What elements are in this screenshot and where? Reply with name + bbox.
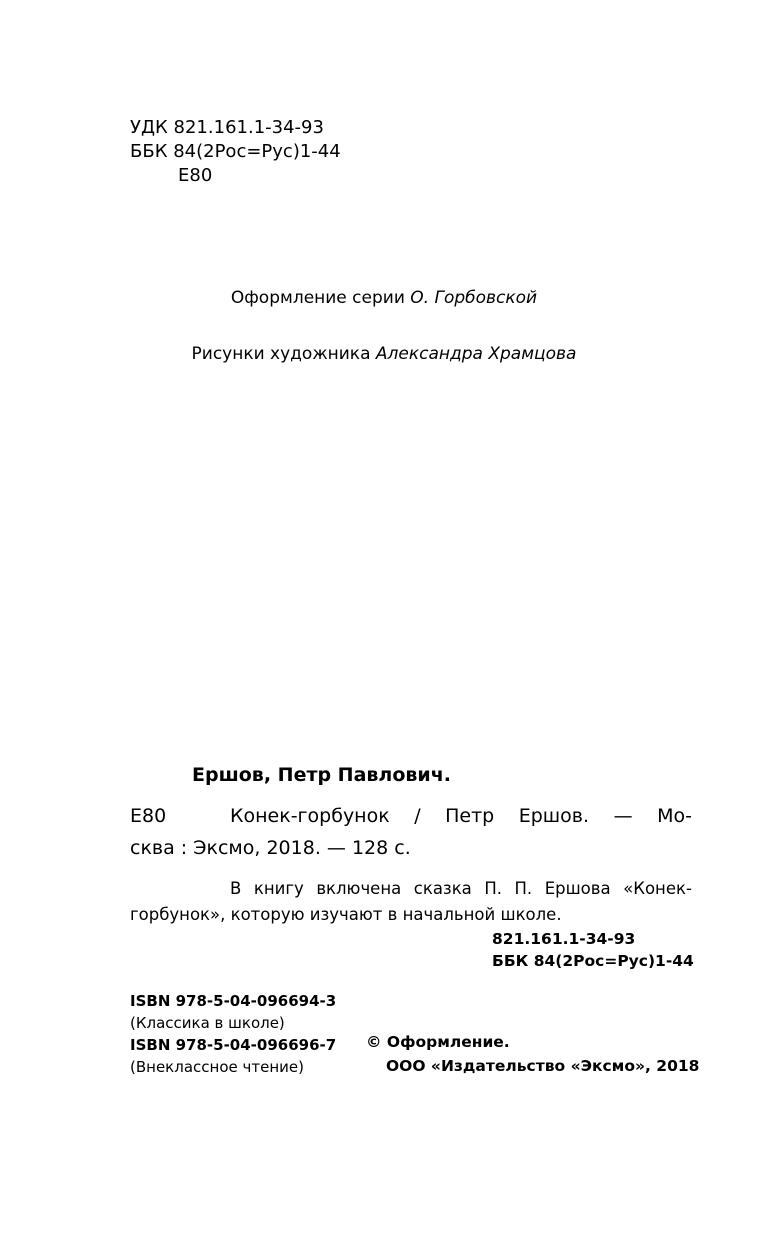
isbn-series: (Классика в школе) <box>130 1014 285 1032</box>
isbn-series: (Внеклассное чтение) <box>130 1058 304 1076</box>
word: Петр <box>445 805 495 827</box>
series-designer-name: О. Горбовской <box>410 288 538 308</box>
illustrator-credit <box>0 344 768 364</box>
catalog-author-heading: Ершов, Петр Павлович. <box>192 764 451 786</box>
word: Ершова <box>544 879 611 898</box>
word: В <box>230 879 242 898</box>
isbn-block-1 <box>130 990 336 1034</box>
classification-codes <box>130 116 341 188</box>
catalog-annotation <box>130 876 692 928</box>
isbn-block-2 <box>130 1034 336 1078</box>
bbk-code: ББК 84(2Рос=Рус)1-44 <box>130 141 341 162</box>
annotation-line-2: горбунок», которую изучают в начальной школе. <box>130 905 562 924</box>
catalog-imprint-line: сква : Эксмо, 2018. — 128 с. <box>130 837 411 859</box>
word: П. <box>514 879 533 898</box>
isbn-number: ISBN 978-5-04-096694-3 <box>130 992 337 1010</box>
series-design-credit <box>0 288 768 308</box>
word: П. <box>484 879 502 898</box>
copyright-notice <box>366 1030 699 1078</box>
copyright-line-2: ООО «Издательство «Эксмо», 2018 <box>386 1057 700 1075</box>
series-design-label: Оформление серии <box>230 288 405 308</box>
illustrator-name: Александра Храмцова <box>375 344 577 364</box>
udk-short-code: 821.161.1-34-93 <box>492 930 636 948</box>
word: сказка <box>413 879 472 898</box>
word: «Конек- <box>623 879 692 898</box>
word: Конек-горбунок <box>230 805 390 827</box>
word: включена <box>316 879 402 898</box>
word: / <box>414 805 421 827</box>
isbn-number: ISBN 978-5-04-096696-7 <box>130 1036 337 1054</box>
word: книгу <box>253 879 304 898</box>
catalog-author-mark: Е80 <box>130 805 167 827</box>
catalog-classification-codes <box>492 928 694 972</box>
bbk-short-code: ББК 84(2Рос=Рус)1-44 <box>492 952 694 970</box>
copyright-line-1: © Оформление. <box>366 1033 510 1051</box>
annotation-line-1 <box>130 876 692 902</box>
illustrator-label: Рисунки художника <box>191 344 371 364</box>
udk-code: УДК 821.161.1-34-93 <box>130 117 324 138</box>
catalog-title-line <box>230 800 692 832</box>
word: Ершов. <box>518 805 590 827</box>
word: Мо- <box>657 805 692 827</box>
author-mark: Е80 <box>178 165 213 186</box>
word: — <box>613 805 633 827</box>
